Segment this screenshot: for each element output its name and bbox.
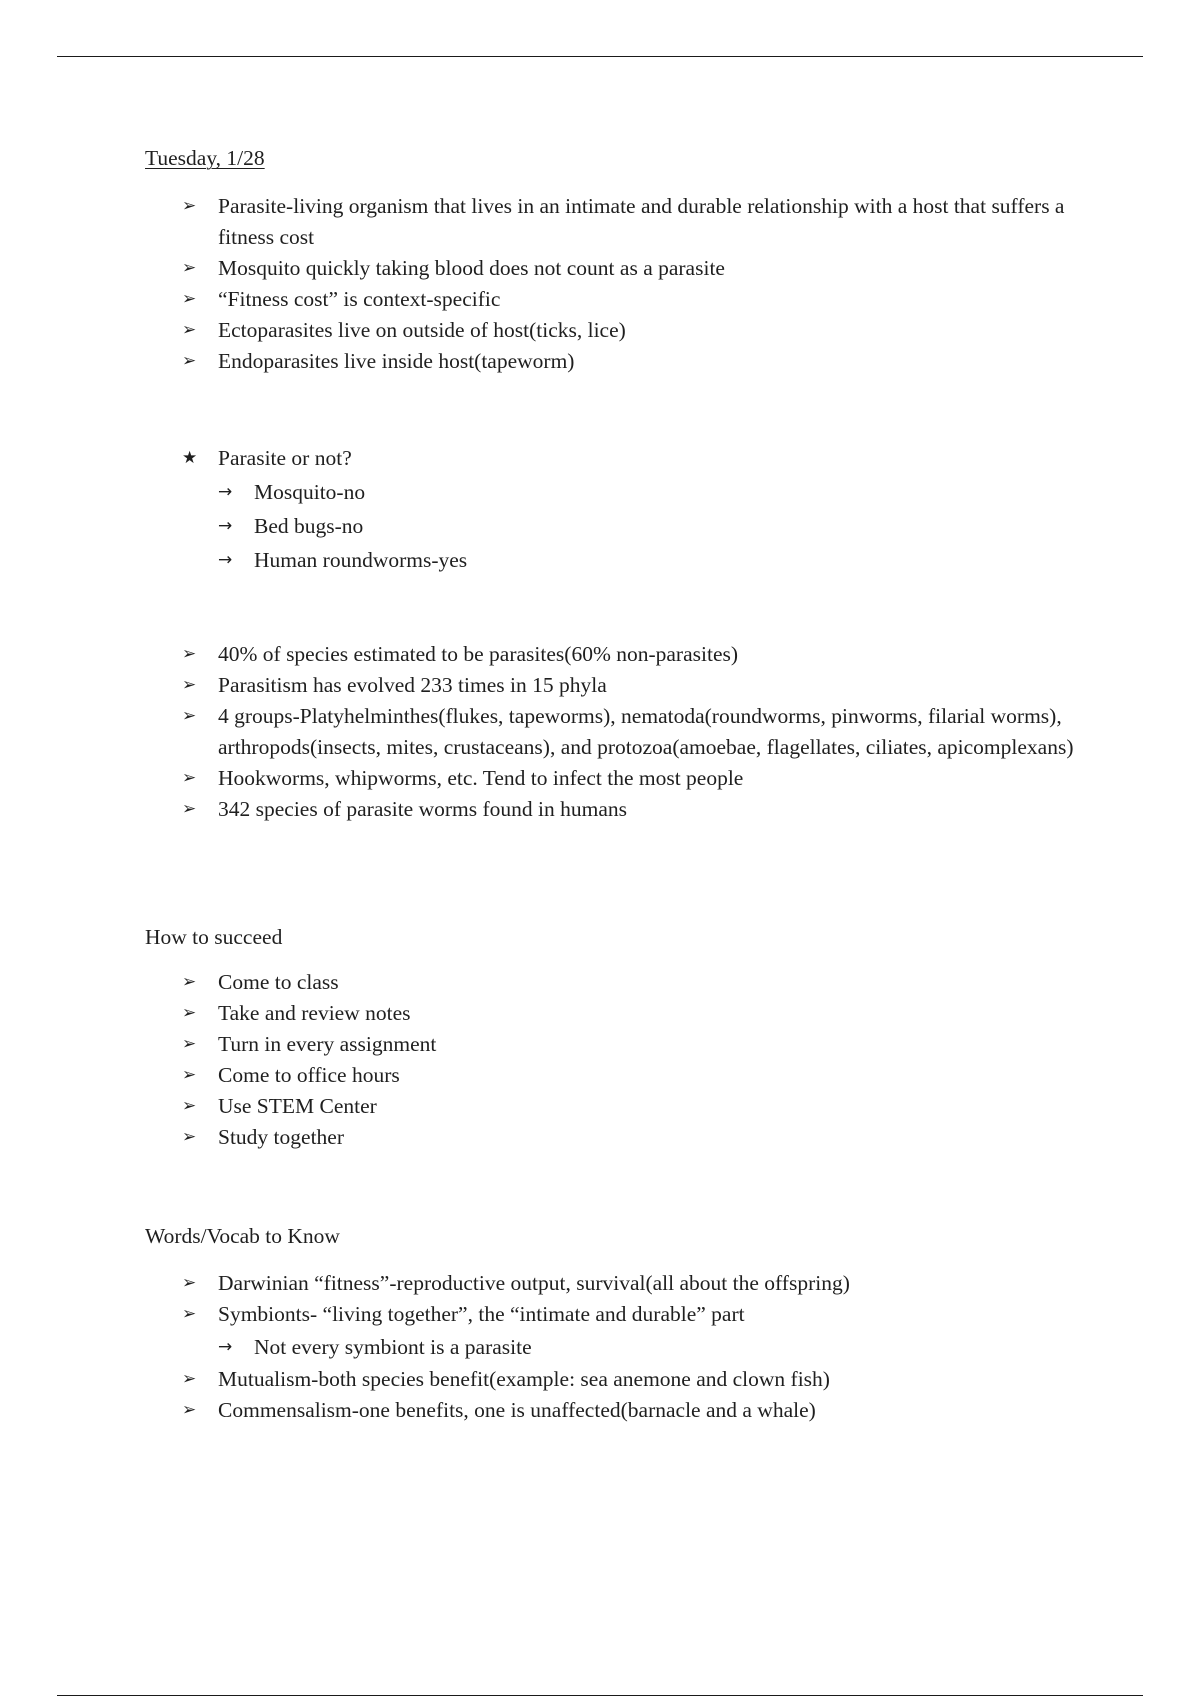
list-item [180, 191, 1100, 253]
list-item-text: Commensalism-one benefits, one is unaffected(barnacle and a whale) [218, 1398, 816, 1422]
right-arrow-icon: → [218, 482, 233, 502]
arrowhead-bullet-icon: ➢ [182, 1034, 197, 1054]
section-heading-date: Tuesday, 1/28 [145, 146, 265, 170]
arrowhead-bullet-icon: ➢ [182, 1127, 197, 1147]
arrowhead-bullet-icon: ➢ [182, 320, 197, 340]
section-heading-how-to-succeed: How to succeed [145, 925, 283, 949]
quiz-answer-text: Human roundworms-yes [254, 548, 468, 572]
section-heading-vocab: Words/Vocab to Know [145, 1224, 340, 1248]
list-item-text: Mutualism-both species benefit(example: sea anemone and clown fish) [218, 1367, 830, 1391]
list-item-text: Turn in every assignment [218, 1032, 437, 1056]
list-item [180, 639, 1100, 670]
right-arrow-icon: → [218, 516, 233, 536]
arrowhead-bullet-icon: ➢ [182, 799, 197, 819]
arrowhead-bullet-icon: ➢ [182, 1096, 197, 1116]
arrowhead-bullet-icon: ➢ [182, 644, 197, 664]
list-item-text: Use STEM Center [218, 1094, 377, 1118]
list-item [180, 1091, 1100, 1122]
arrowhead-bullet-icon: ➢ [182, 1400, 197, 1420]
list-item [180, 1060, 1100, 1091]
arrowhead-bullet-icon: ➢ [182, 706, 197, 726]
arrowhead-bullet-icon: ➢ [182, 1304, 197, 1324]
arrowhead-bullet-icon: ➢ [182, 1065, 197, 1085]
list-item [180, 315, 1100, 346]
arrowhead-bullet-icon: ➢ [182, 196, 197, 216]
list-item [180, 701, 1100, 763]
list-item [180, 1299, 1100, 1330]
quiz-answer-text: Bed bugs-no [254, 514, 364, 538]
sub-list-item [180, 1330, 1100, 1364]
list-item-text: Study together [218, 1125, 344, 1149]
parasite-quiz-list [180, 441, 1100, 577]
arrowhead-bullet-icon: ➢ [182, 351, 197, 371]
list-item [180, 253, 1100, 284]
arrowhead-bullet-icon: ➢ [182, 1003, 197, 1023]
list-item-text: 342 species of parasite worms found in humans [218, 797, 628, 821]
arrowhead-bullet-icon: ➢ [182, 258, 197, 278]
footer-rule [57, 1695, 1143, 1696]
list-item [180, 346, 1100, 377]
list-item [180, 284, 1100, 315]
list-item-text: 40% of species estimated to be parasites(60% non-parasites) [218, 642, 739, 666]
list-item-text: Symbionts- “living together”, the “intimate and durable” part [218, 1302, 745, 1326]
quiz-question [180, 441, 1100, 475]
list-item [180, 794, 1100, 825]
star-icon: ★ [182, 448, 198, 468]
quiz-answer-text: Mosquito-no [254, 480, 366, 504]
arrowhead-bullet-icon: ➢ [182, 1369, 197, 1389]
vocab-list [180, 1268, 1100, 1426]
list-item [180, 1364, 1100, 1395]
list-item-text: Mosquito quickly taking blood does not count as a parasite [218, 256, 725, 280]
quiz-answer [180, 475, 1100, 509]
list-item [180, 763, 1100, 794]
list-item-text: Come to office hours [218, 1063, 400, 1087]
sub-list-item-text: Not every symbiont is a parasite [254, 1335, 532, 1359]
list-item-text: 4 groups-Platyhelminthes(flukes, tapeworms), nematoda(roundworms, pinworms, filarial worms), arthropods(insects, mites, crustaceans), and protozoa(amoebae, flagellates, ciliates, apicomplexans) [218, 704, 1074, 759]
list-item-text: Endoparasites live inside host(tapeworm) [218, 349, 575, 373]
list-item-text: Come to class [218, 970, 339, 994]
parasite-facts-list [180, 639, 1100, 825]
list-item-text: Ectoparasites live on outside of host(ticks, lice) [218, 318, 626, 342]
success-tips-list [180, 967, 1100, 1153]
list-item-text: Darwinian “fitness”-reproductive output, survival(all about the offspring) [218, 1271, 850, 1295]
list-item-text: Hookworms, whipworms, etc. Tend to infect the most people [218, 766, 744, 790]
list-item [180, 1029, 1100, 1060]
list-item [180, 967, 1100, 998]
list-item [180, 998, 1100, 1029]
list-item [180, 670, 1100, 701]
list-item [180, 1395, 1100, 1426]
arrowhead-bullet-icon: ➢ [182, 972, 197, 992]
right-arrow-icon: → [218, 1337, 233, 1357]
arrowhead-bullet-icon: ➢ [182, 289, 197, 309]
arrowhead-bullet-icon: ➢ [182, 675, 197, 695]
right-arrow-icon: → [218, 550, 233, 570]
list-item [180, 1122, 1100, 1153]
parasite-definition-list [180, 191, 1100, 377]
quiz-answer [180, 509, 1100, 543]
quiz-question-text: Parasite or not? [218, 446, 352, 470]
list-item-text: Parasite-living organism that lives in an intimate and durable relationship with a host that suffers a fitness cost [218, 194, 1065, 249]
list-item-text: Take and review notes [218, 1001, 411, 1025]
list-item-text: Parasitism has evolved 233 times in 15 phyla [218, 673, 607, 697]
arrowhead-bullet-icon: ➢ [182, 768, 197, 788]
list-item-text: “Fitness cost” is context-specific [218, 287, 501, 311]
arrowhead-bullet-icon: ➢ [182, 1273, 197, 1293]
list-item [180, 1268, 1100, 1299]
header-rule [57, 56, 1143, 57]
quiz-answer [180, 543, 1100, 577]
